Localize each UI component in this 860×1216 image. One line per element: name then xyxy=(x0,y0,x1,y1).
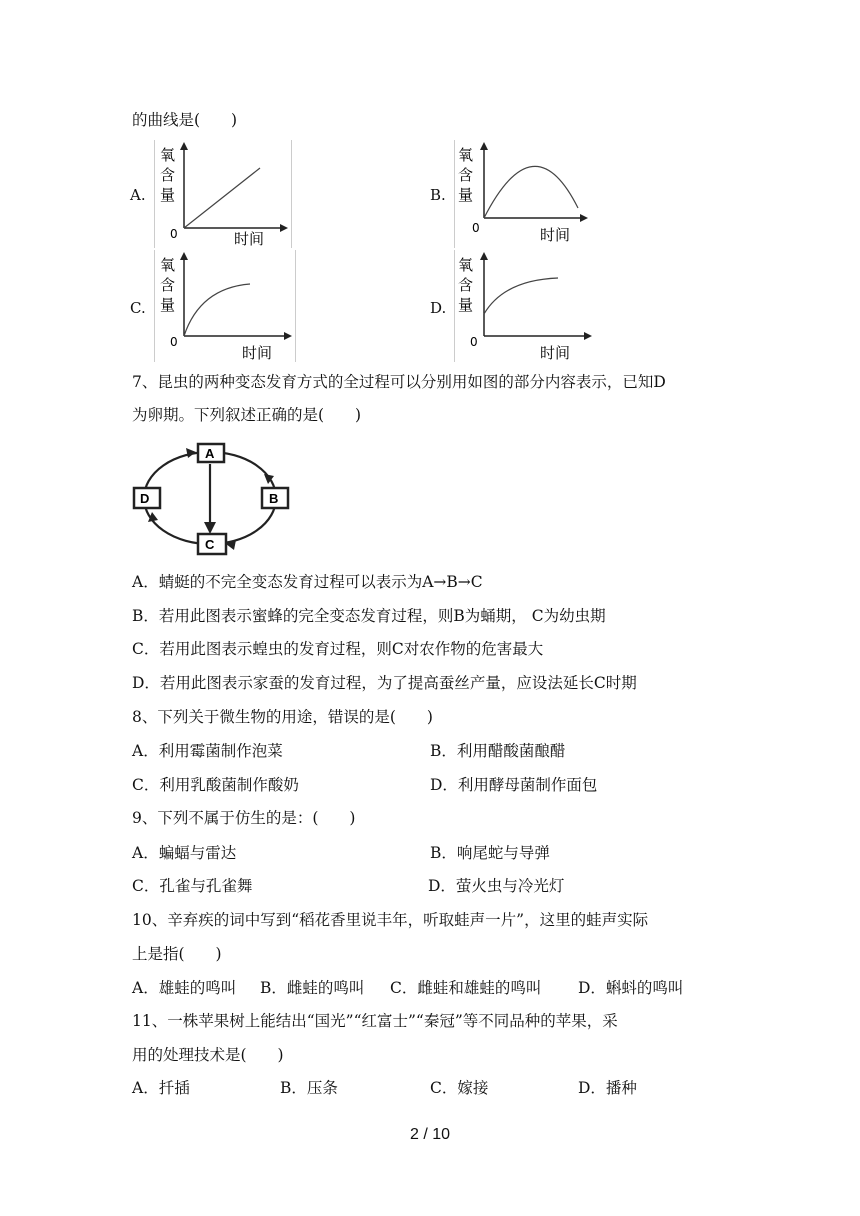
question-8-stem: 8、下列关于微生物的用途，错误的是( ) xyxy=(132,708,433,726)
y-label-char-2: 含 xyxy=(458,166,474,184)
question-7-stem-line2: 为卵期。下列叙述正确的是( ) xyxy=(132,406,362,424)
graph-option-a-letter: A. xyxy=(130,186,146,204)
question-9-option-c: C．孔雀与孔雀舞 xyxy=(132,877,253,895)
node-d-label: D xyxy=(140,491,150,506)
y-label-char-1: 氧 xyxy=(160,256,176,274)
question-11-stem-line2: 用的处理技术是( ) xyxy=(132,1046,284,1064)
question-11-option-c: C．嫁接 xyxy=(430,1079,489,1097)
graph-option-c-letter: C. xyxy=(130,299,146,317)
question-7-option-d: D．若用此图表示家蚕的发育过程，为了提高蚕丝产量，应设法延长C时期 xyxy=(132,674,637,692)
question-10-stem-line2: 上是指( ) xyxy=(132,945,222,963)
y-label-char-3: 量 xyxy=(458,296,474,314)
question-7-stem-line1: 7、昆虫的两种变态发育方式的全过程可以分别用如图的部分内容表示，已知D xyxy=(132,373,666,391)
question-10-stem-line1: 10、辛弃疾的词中写到“稻花香里说丰年，听取蛙声一片”，这里的蛙声实际 xyxy=(132,911,649,929)
y-label-char-2: 含 xyxy=(458,276,474,294)
question-9-option-a: A．蝙蝠与雷达 xyxy=(132,844,237,862)
y-label-char-2: 含 xyxy=(160,166,176,184)
origin-label: 0 xyxy=(472,221,480,235)
graph-option-b-letter: B. xyxy=(430,186,446,204)
origin-label: 0 xyxy=(170,227,178,241)
question-8-option-a: A．利用霉菌制作泡菜 xyxy=(132,742,283,760)
question-11-option-d: D．播种 xyxy=(578,1079,637,1097)
question-11-option-a: A．扦插 xyxy=(132,1079,190,1097)
question-8-option-c: C．利用乳酸菌制作酸奶 xyxy=(132,776,299,794)
y-label-char-3: 量 xyxy=(160,186,176,204)
x-axis-label: 时间 xyxy=(234,230,265,248)
x-axis-label: 时间 xyxy=(540,226,571,244)
y-label-char-2: 含 xyxy=(160,276,176,294)
graph-c xyxy=(154,250,296,362)
origin-label: 0 xyxy=(170,335,178,349)
question-11-stem-line1: 11、一株苹果树上能结出“国光”“红富士”“秦冠”等不同品种的苹果，采 xyxy=(132,1012,618,1030)
y-label-char-1: 氧 xyxy=(160,146,176,164)
graph-d-curve xyxy=(484,278,558,314)
graph-d xyxy=(454,250,596,362)
life-cycle-diagram xyxy=(128,440,298,558)
question-9-option-b: B．响尾蛇与导弹 xyxy=(430,844,550,862)
graph-b xyxy=(454,140,594,248)
question-7-option-a: A．蜻蜓的不完全变态发育过程可以表示为A→B→C xyxy=(132,573,483,591)
question-7-option-c: C．若用此图表示蝗虫的发育过程，则C对农作物的危害最大 xyxy=(132,640,544,658)
question-8-option-b: B．利用醋酸菌酿醋 xyxy=(430,742,566,760)
node-a-label: A xyxy=(205,446,215,461)
question-8-option-d: D．利用酵母菌制作面包 xyxy=(430,776,598,794)
page-number: 2 / 10 xyxy=(409,1126,451,1143)
node-b-label: B xyxy=(269,491,279,506)
graph-a-curve xyxy=(184,168,260,228)
question-11-option-b: B．压条 xyxy=(280,1079,338,1097)
x-axis-label: 时间 xyxy=(540,344,571,362)
question-10-option-c: C．雌蛙和雄蛙的鸣叫 xyxy=(390,979,542,997)
y-label-char-3: 量 xyxy=(458,186,474,204)
question-6-stem-tail: 的曲线是( ) xyxy=(132,111,238,129)
question-9-stem: 9、下列不属于仿生的是：( ) xyxy=(132,809,356,827)
question-7-option-b: B．若用此图表示蜜蜂的完全变态发育过程，则B为蛹期， C为幼虫期 xyxy=(132,607,606,625)
y-label-char-3: 量 xyxy=(160,296,176,314)
question-9-option-d: D．萤火虫与冷光灯 xyxy=(428,877,565,895)
origin-label: 0 xyxy=(470,335,478,349)
graph-c-curve xyxy=(184,284,250,336)
x-axis-label: 时间 xyxy=(242,344,273,362)
node-c-label: C xyxy=(205,537,215,552)
question-10-option-d: D．蝌蚪的鸣叫 xyxy=(578,979,684,997)
graph-a xyxy=(154,140,292,248)
graph-b-curve xyxy=(484,166,578,218)
graph-option-d-letter: D. xyxy=(430,299,447,317)
question-10-option-b: B．雌蛙的鸣叫 xyxy=(260,979,365,997)
y-label-char-1: 氧 xyxy=(458,256,474,274)
question-10-option-a: A．雄蛙的鸣叫 xyxy=(132,979,237,997)
y-label-char-1: 氧 xyxy=(458,146,474,164)
